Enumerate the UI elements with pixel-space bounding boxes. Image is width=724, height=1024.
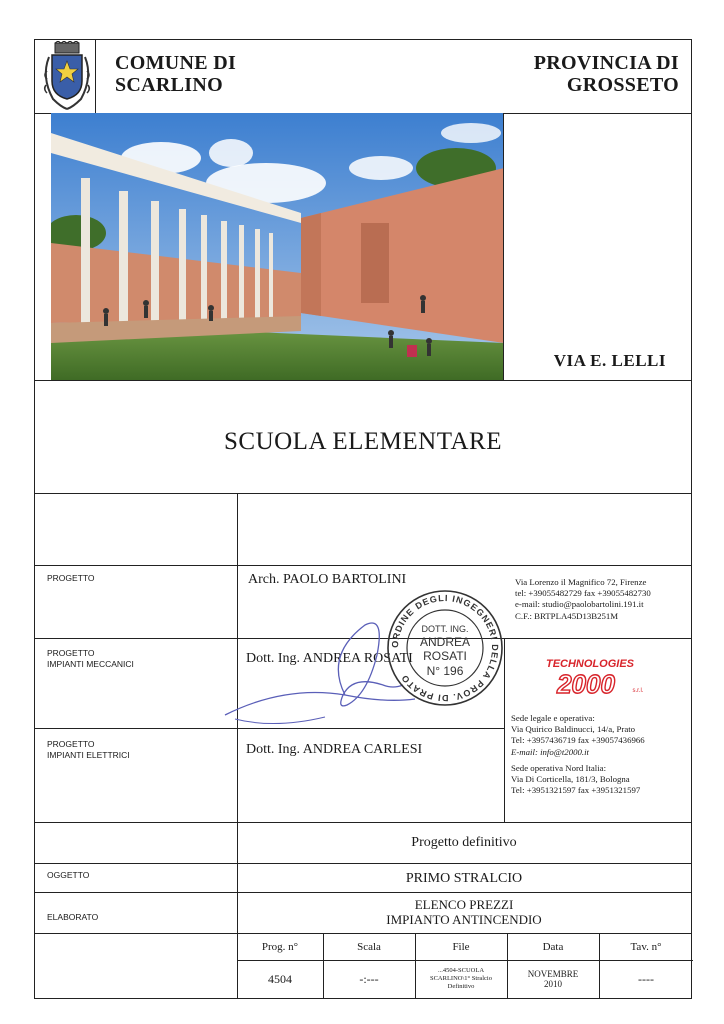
provincia-heading bbox=[534, 52, 679, 96]
divider bbox=[35, 892, 691, 893]
stamp-inner-line3: ROSATI bbox=[423, 649, 467, 663]
legal-phone: Tel: +3957436719 fax +39057436966 bbox=[511, 735, 645, 746]
data-year: 2010 bbox=[544, 979, 562, 989]
coat-of-arms bbox=[39, 41, 95, 113]
nord-title: Sede operativa Nord Italia: bbox=[511, 763, 607, 773]
street-address: VIA E. LELLI bbox=[553, 351, 666, 370]
legal-title: Sede legale e operativa: bbox=[511, 713, 595, 723]
divider bbox=[35, 863, 691, 864]
engineer-stamp bbox=[385, 588, 505, 708]
nord-address: Via Di Corticella, 181/3, Bologna bbox=[511, 774, 630, 785]
contact-fiscal-code: C.F.: BRTPLA45D13B251M bbox=[515, 610, 619, 621]
technologies-2000-logo bbox=[538, 656, 648, 700]
contact-address: Via Lorenzo il Magnifico 72, Firenze bbox=[515, 577, 647, 587]
contact-email: e-mail: studio@paolobartolini.191.it bbox=[515, 599, 644, 610]
divider bbox=[35, 380, 691, 381]
data-month: NOVEMBRE bbox=[527, 969, 579, 979]
value-data bbox=[507, 960, 599, 998]
oggetto-label: OGGETTO bbox=[47, 870, 90, 880]
building-title: SCUOLA ELEMENTARE bbox=[223, 428, 503, 455]
divider bbox=[95, 40, 96, 113]
elaborato-value bbox=[237, 897, 691, 927]
company-nord-address bbox=[511, 763, 640, 797]
divider bbox=[35, 565, 691, 566]
elaborato-line1: ELENCO PREZZI bbox=[414, 897, 514, 912]
logo-suffix-text: s.r.l. bbox=[632, 688, 644, 694]
company-legal-address bbox=[511, 713, 645, 758]
header-prog: Prog. n° bbox=[261, 940, 299, 953]
divider bbox=[35, 493, 691, 494]
divider bbox=[503, 113, 504, 380]
legal-address: Via Quirico Baldinucci, 14/a, Prato bbox=[511, 724, 636, 735]
info-table bbox=[237, 933, 693, 998]
meccanici-label-line1: PROGETTO bbox=[47, 648, 95, 658]
school-rendering bbox=[51, 113, 504, 380]
electrical-engineer-name: Dott. Ing. ANDREA CARLESI bbox=[246, 742, 423, 757]
header-scala: Scala bbox=[357, 940, 381, 953]
comune-heading bbox=[115, 52, 236, 96]
elettrici-label-line1: PROGETTO bbox=[47, 739, 95, 749]
stamp-inner-line4: N° 196 bbox=[426, 664, 464, 678]
value-file bbox=[415, 960, 507, 998]
elaborato-label: ELABORATO bbox=[47, 912, 99, 922]
file-line1: ...4504-SCUOLA bbox=[437, 967, 485, 974]
oggetto-value: PRIMO STRALCIO bbox=[405, 871, 523, 886]
meccanici-label-line2: IMPIANTI MECCANICI bbox=[47, 659, 134, 669]
elettrici-label bbox=[47, 739, 130, 761]
meccanici-label bbox=[47, 648, 134, 670]
elaborato-line2: IMPIANTO ANTINCENDIO bbox=[386, 912, 542, 927]
architect-name: Arch. PAOLO BARTOLINI bbox=[248, 572, 407, 587]
header-tav: Tav. n° bbox=[630, 940, 662, 953]
mechanical-engineer-name: Dott. Ing. ANDREA ROSATI bbox=[246, 651, 413, 666]
comune-line1: COMUNE DI bbox=[115, 52, 237, 74]
stamp-ring-text: ORDINE DEGLI INGEGNERI DELLA PROV. DI PRATO bbox=[389, 592, 501, 704]
file-line2: SCARLINO\1° Stralcio bbox=[429, 975, 492, 982]
value-scala: -:--- bbox=[359, 971, 379, 986]
progetto-label: PROGETTO bbox=[47, 573, 95, 583]
logo-top-text: TECHNOLOGIES bbox=[545, 658, 635, 670]
header-data: Data bbox=[542, 940, 564, 953]
provincia-line1: PROVINCIA DI bbox=[533, 52, 679, 74]
divider bbox=[35, 728, 504, 729]
project-phase: Progetto definitivo bbox=[411, 835, 517, 850]
value-prog: 4504 bbox=[268, 971, 292, 986]
provincia-line2: GROSSETO bbox=[566, 74, 679, 96]
company-logo-image bbox=[538, 656, 648, 700]
elettrici-label-line2: IMPIANTI ELETTRICI bbox=[47, 750, 130, 760]
file-line3: Definitivo bbox=[447, 983, 475, 990]
legal-email: E-mail: info@t2000.it bbox=[511, 746, 589, 757]
header-file: File bbox=[452, 940, 470, 953]
stamp-inner-line1: DOTT. ING. bbox=[421, 624, 469, 634]
contact-phone: tel: +39055482729 fax +39055482730 bbox=[515, 588, 651, 599]
title-block-sheet bbox=[34, 39, 692, 999]
nord-phone: Tel: +3951321597 fax +3951321597 bbox=[511, 785, 641, 796]
school-rendering-image bbox=[51, 113, 504, 380]
stamp-image bbox=[385, 588, 505, 708]
comune-line2: SCARLINO bbox=[115, 74, 223, 96]
divider bbox=[35, 822, 691, 823]
stamp-inner-line2: ANDREA bbox=[419, 635, 471, 649]
logo-main-text: 2000 bbox=[557, 669, 615, 699]
coat-of-arms-icon bbox=[39, 41, 95, 113]
value-tav: ---- bbox=[638, 971, 654, 986]
architect-contact bbox=[515, 577, 651, 622]
